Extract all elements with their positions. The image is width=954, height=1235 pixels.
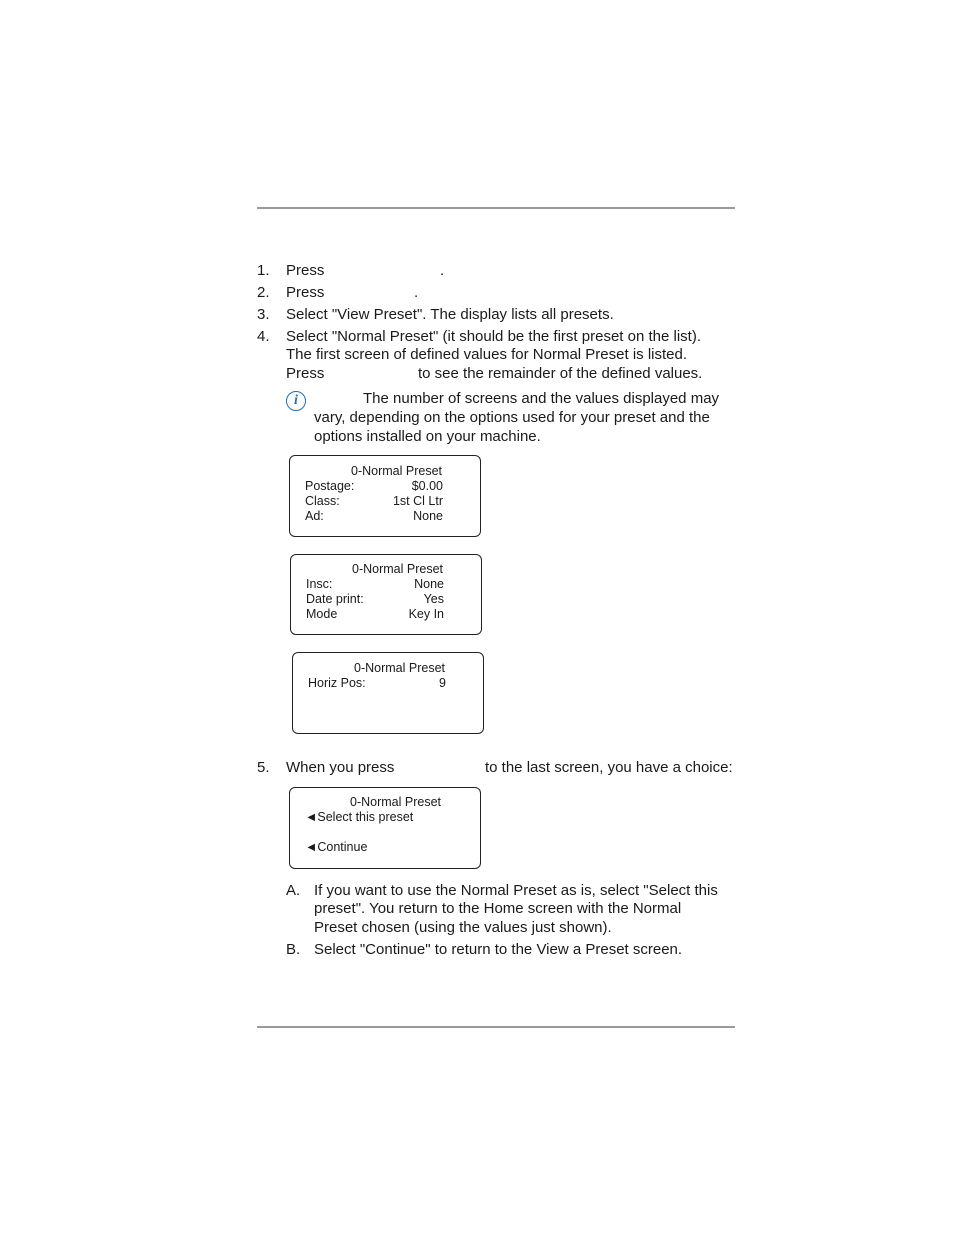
row-label: Ad:	[305, 509, 324, 523]
note-line-2: vary, depending on the options used for your preset and the	[314, 409, 710, 426]
header-rule	[257, 207, 735, 209]
row-value: Yes	[423, 592, 444, 606]
substep-b-line-1: Select "Continue" to return to the View a Preset screen.	[314, 941, 683, 958]
step-number: 4.	[257, 328, 270, 345]
substep-a-line-3: Preset chosen (using the values just shown).	[314, 919, 612, 936]
note-line-3: options installed on your machine.	[314, 428, 541, 445]
lcd-screen-3	[292, 652, 484, 734]
step-text: Press	[286, 262, 325, 279]
step-text: Press	[286, 284, 325, 301]
step-text: When you press	[286, 759, 395, 776]
step-text-line-3-end: to see the remainder of the defined values.	[418, 365, 703, 382]
step-4	[0, 327, 954, 387]
row-value: 1st Cl Ltr	[392, 494, 443, 508]
lcd-screen-4	[289, 787, 481, 869]
substep-letter: B.	[286, 941, 301, 958]
lcd-screen-1	[289, 455, 481, 537]
row-value: $0.00	[411, 479, 443, 493]
screen-title: 0-Normal Preset	[350, 795, 441, 809]
step-number: 1.	[257, 262, 270, 279]
step-text-line-1: Select "Normal Preset" (it should be the first preset on the list).	[286, 328, 701, 345]
option-select-preset: ◄Select this preset	[305, 810, 414, 824]
step-text-line-3: Press	[286, 365, 325, 382]
substep-letter: A.	[286, 882, 301, 899]
row-label: Mode	[306, 607, 338, 621]
substep-a-line-1: If you want to use the Normal Preset as is, select "Select this	[314, 882, 718, 899]
step-number: 5.	[257, 759, 270, 776]
row-value: Key In	[408, 607, 444, 621]
lcd-screen-2	[290, 554, 482, 635]
footer-rule	[257, 1026, 735, 1028]
option-continue: ◄Continue	[305, 840, 368, 854]
step-number: 2.	[257, 284, 270, 301]
step-text-line-2: The first screen of defined values for Normal Preset is listed.	[286, 346, 688, 363]
row-label: Date print:	[306, 592, 364, 606]
row-value: None	[414, 577, 444, 591]
step-text: Select "View Preset". The display lists all presets.	[286, 306, 614, 323]
note-line-1: The number of screens and the values displayed may	[363, 390, 720, 407]
step-number: 3.	[257, 306, 270, 323]
row-value: None	[413, 509, 443, 523]
step-text-end: to the last screen, you have a choice:	[485, 759, 733, 776]
step-text-end: .	[414, 284, 419, 301]
row-label: Horiz Pos:	[308, 676, 366, 690]
screen-title: 0-Normal Preset	[354, 661, 445, 675]
screen-title: 0-Normal Preset	[352, 562, 443, 576]
row-label: Postage:	[305, 479, 355, 493]
info-icon: i	[286, 391, 306, 411]
row-label: Class:	[305, 494, 340, 508]
step-text-end: .	[440, 262, 445, 279]
screen-title: 0-Normal Preset	[351, 464, 442, 478]
row-value: 9	[439, 676, 446, 690]
row-label: Insc:	[306, 577, 333, 591]
substep-a-line-2: preset". You return to the Home screen with the Normal	[314, 900, 682, 917]
